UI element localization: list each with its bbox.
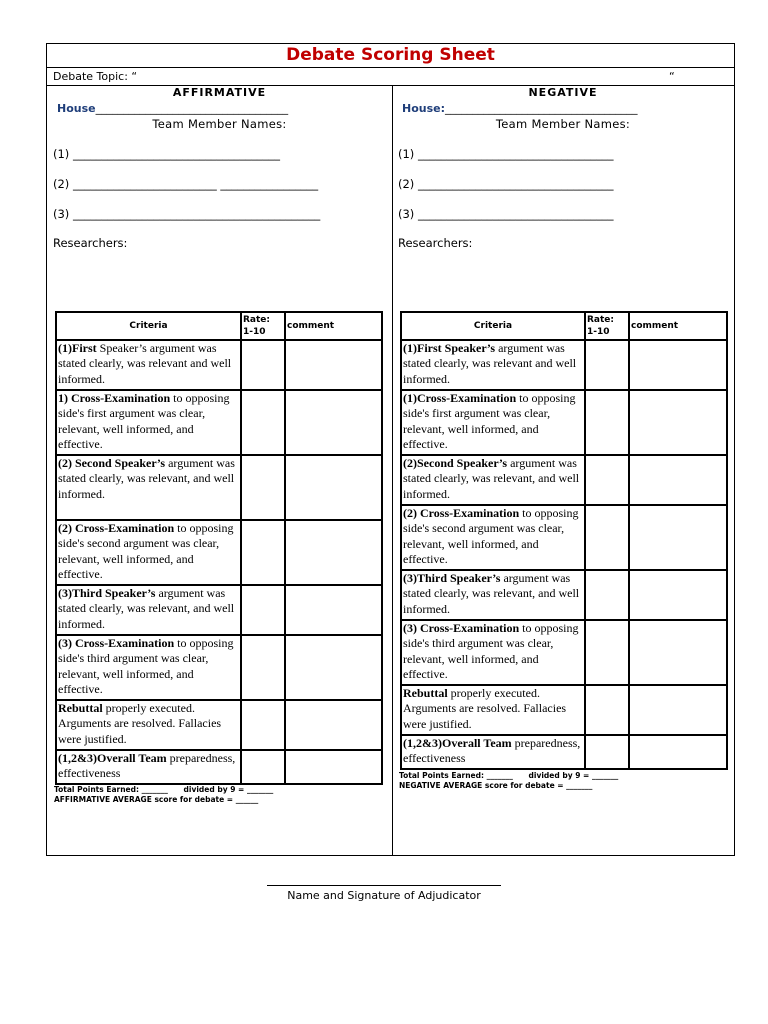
- criteria-cell: (3) Cross-Examination to opposing side's third argument was clear, relevant, well informed, and effective.: [401, 620, 585, 685]
- comment-cell[interactable]: [629, 620, 727, 685]
- rate-cell[interactable]: [585, 620, 629, 685]
- rate-cell[interactable]: [241, 750, 285, 784]
- comment-cell[interactable]: [629, 505, 727, 570]
- comment-cell[interactable]: [629, 570, 727, 620]
- negative-house-field[interactable]: [392, 101, 734, 116]
- member-field-3[interactable]: (3) __________________________________: [398, 207, 614, 221]
- comment-header: comment: [629, 312, 727, 340]
- house-line: ___________________________________: [95, 102, 289, 115]
- table-row: [56, 585, 382, 635]
- table-row: [56, 390, 382, 455]
- member-field-2[interactable]: (2) _________________________ _________________: [53, 177, 319, 191]
- rate-header: Rate: 1-10: [241, 312, 285, 340]
- comment-cell[interactable]: [629, 685, 727, 735]
- criteria-cell: (1,2&3)Overall Team preparedness, effectiveness: [401, 735, 585, 769]
- comment-cell[interactable]: [285, 585, 382, 635]
- table-row: [56, 520, 382, 585]
- negative-heading: NEGATIVE: [528, 86, 598, 99]
- criteria-cell: (3) Cross-Examination to opposing side's third argument was clear, relevant, well informed, and effective.: [56, 635, 241, 700]
- table-row: [56, 340, 382, 390]
- comment-cell[interactable]: [285, 750, 382, 784]
- affirmative-house-field[interactable]: [47, 101, 392, 116]
- criteria-cell: (2) Cross-Examination to opposing side's second argument was clear, relevant, well informed, and effective.: [401, 505, 585, 570]
- rate-cell[interactable]: [585, 455, 629, 505]
- affirmative-total-points: Total Points Earned: _______ divided by 9 = _______: [54, 785, 274, 794]
- debate-topic-close-quote: “: [669, 70, 675, 83]
- table-row: [56, 635, 382, 700]
- comment-cell[interactable]: [629, 390, 727, 455]
- criteria-cell: (2) Cross-Examination to opposing side's second argument was clear, relevant, well informed, and effective.: [56, 520, 241, 585]
- table-row: [401, 340, 727, 390]
- researchers-label: Researchers:: [53, 236, 128, 250]
- negative-total-points: Total Points Earned: _______ divided by 9 = _______: [399, 771, 619, 780]
- member-field-1[interactable]: (1) __________________________________: [398, 147, 614, 161]
- table-header-row: [56, 312, 382, 340]
- comment-cell[interactable]: [285, 340, 382, 390]
- house-label: House:: [402, 102, 446, 115]
- comment-header: comment: [285, 312, 382, 340]
- rate-cell[interactable]: [585, 685, 629, 735]
- criteria-cell: (1,2&3)Overall Team preparedness, effectiveness: [56, 750, 241, 784]
- table-row: [401, 570, 727, 620]
- team-member-names-label: Team Member Names:: [152, 117, 287, 131]
- rate-cell[interactable]: [241, 520, 285, 585]
- comment-cell[interactable]: [285, 700, 382, 750]
- rate-cell[interactable]: [585, 505, 629, 570]
- table-row: [401, 455, 727, 505]
- table-row: [56, 750, 382, 784]
- rate-cell[interactable]: [241, 635, 285, 700]
- team-member-names-label: Team Member Names:: [495, 117, 631, 131]
- rate-cell[interactable]: [241, 585, 285, 635]
- criteria-cell: (1)First Speaker’s argument was stated clearly, was relevant and well informed.: [56, 340, 241, 390]
- criteria-cell: Rebuttal properly executed. Arguments are resolved. Fallacies were justified.: [56, 700, 241, 750]
- affirmative-column: [47, 85, 393, 855]
- affirmative-heading: AFFIRMATIVE: [172, 86, 267, 99]
- table-header-row: [401, 312, 727, 340]
- sheet-title: Debate Scoring Sheet: [47, 44, 734, 68]
- comment-cell[interactable]: [285, 635, 382, 700]
- table-row: [401, 620, 727, 685]
- table-row: [56, 455, 382, 520]
- scoring-sheet: [46, 43, 735, 856]
- team-columns: [47, 85, 734, 855]
- rate-cell[interactable]: [585, 340, 629, 390]
- comment-cell[interactable]: [285, 520, 382, 585]
- rate-cell[interactable]: [241, 700, 285, 750]
- negative-criteria-table: [400, 311, 728, 770]
- comment-cell[interactable]: [629, 340, 727, 390]
- rate-cell[interactable]: [585, 390, 629, 455]
- rate-header: Rate: 1-10: [585, 312, 629, 340]
- house-line: ___________________________________: [445, 102, 638, 115]
- affirmative-criteria-table: [55, 311, 383, 785]
- debate-topic-label: Debate Topic: “: [53, 70, 138, 83]
- rate-cell[interactable]: [241, 390, 285, 455]
- researchers-label: Researchers:: [398, 236, 473, 250]
- comment-cell[interactable]: [285, 455, 382, 520]
- negative-average-score: NEGATIVE AVERAGE score for debate = _______: [399, 781, 593, 790]
- member-field-2[interactable]: (2) __________________________________: [398, 177, 614, 191]
- criteria-cell: (1)First Speaker’s argument was stated clearly, was relevant and well informed.: [401, 340, 585, 390]
- negative-column: [392, 85, 734, 855]
- criteria-cell: 1) Cross-Examination to opposing side's first argument was clear, relevant, well informed, and effective.: [56, 390, 241, 455]
- table-row: [401, 735, 727, 769]
- debate-topic-row: [47, 68, 734, 86]
- member-field-1[interactable]: (1) ____________________________________: [53, 147, 280, 161]
- rate-cell[interactable]: [241, 340, 285, 390]
- criteria-header: Criteria: [401, 312, 585, 340]
- criteria-cell: (1)Cross-Examination to opposing side's first argument was clear, relevant, well informed, and effective.: [401, 390, 585, 455]
- table-row: [401, 390, 727, 455]
- criteria-cell: (3)Third Speaker’s argument was stated clearly, was relevant, and well informed.: [56, 585, 241, 635]
- rate-cell[interactable]: [585, 735, 629, 769]
- comment-cell[interactable]: [285, 390, 382, 455]
- comment-cell[interactable]: [629, 735, 727, 769]
- adjudicator-signature-label: Name and Signature of Adjudicator: [287, 889, 481, 902]
- rate-cell[interactable]: [585, 570, 629, 620]
- affirmative-average-score: AFFIRMATIVE AVERAGE score for debate = ______: [54, 795, 259, 804]
- criteria-cell: (3)Third Speaker’s argument was stated clearly, was relevant, and well informed.: [401, 570, 585, 620]
- rate-cell[interactable]: [241, 455, 285, 520]
- comment-cell[interactable]: [629, 455, 727, 505]
- house-label: House: [57, 102, 96, 115]
- table-row: [401, 505, 727, 570]
- criteria-cell: (2)Second Speaker’s argument was stated clearly, was relevant, and well informed.: [401, 455, 585, 505]
- member-field-3[interactable]: (3) ___________________________________________: [53, 207, 321, 221]
- signature-line[interactable]: [267, 885, 501, 886]
- criteria-header: Criteria: [56, 312, 241, 340]
- table-row: [401, 685, 727, 735]
- criteria-cell: Rebuttal properly executed. Arguments are resolved. Fallacies were justified.: [401, 685, 585, 735]
- criteria-cell: (2) Second Speaker’s argument was stated clearly, was relevant, and well informed.: [56, 455, 241, 520]
- table-row: [56, 700, 382, 750]
